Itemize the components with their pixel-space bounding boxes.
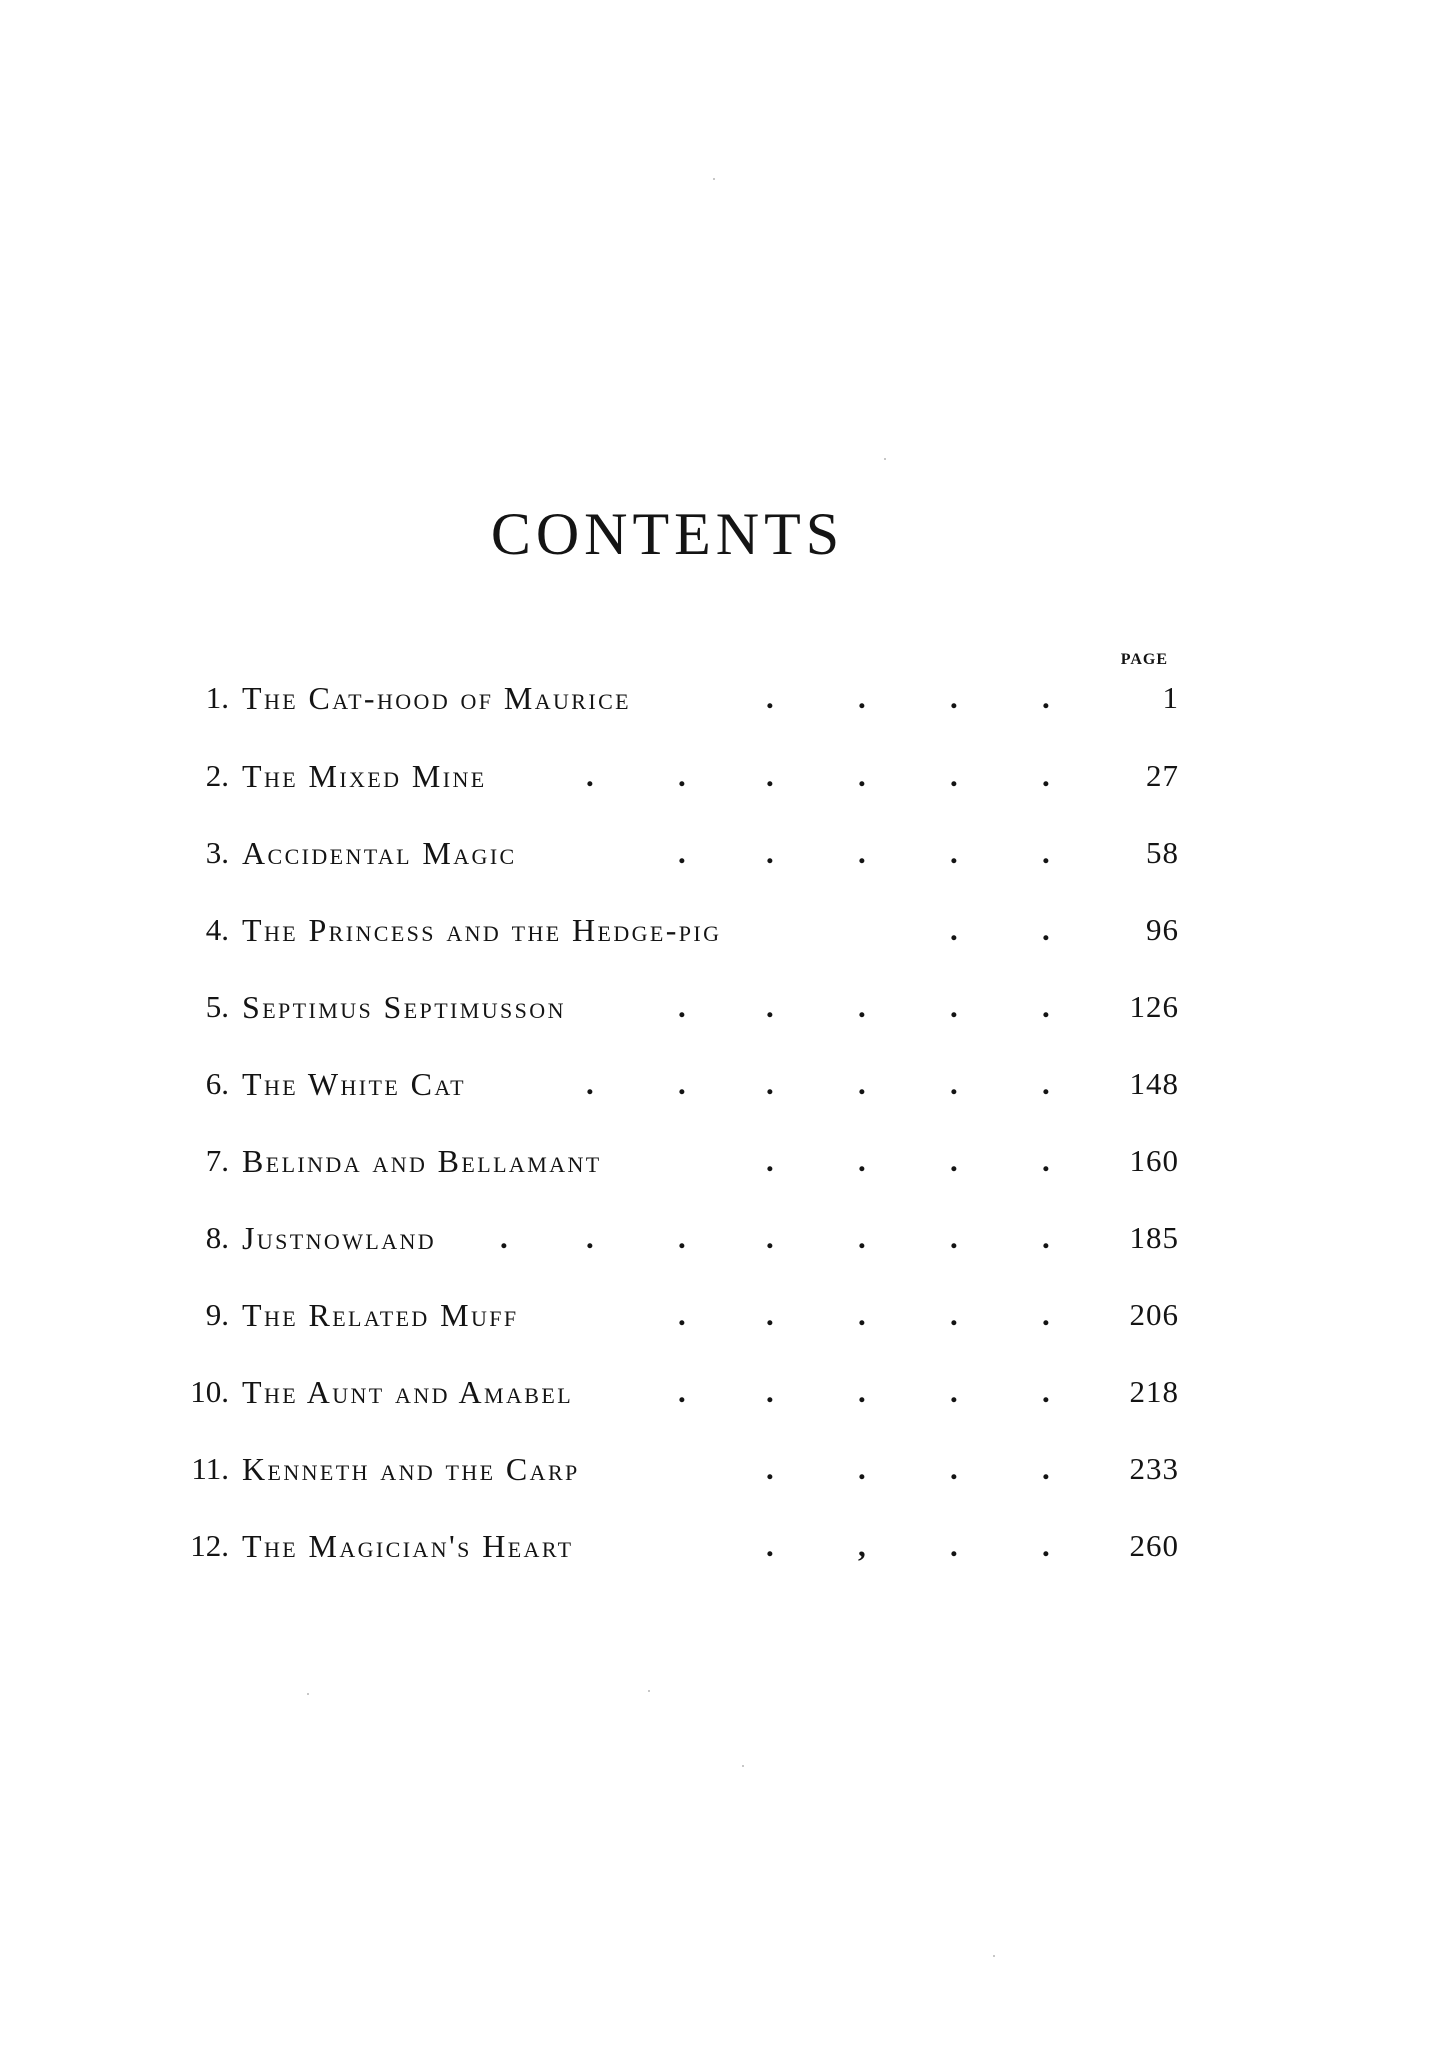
toc-entry-title: The Aunt and Amabel <box>242 1374 574 1410</box>
toc-entry-title: Belinda and Bellamant <box>242 1143 602 1179</box>
toc-entry-page: 27 <box>1146 758 1179 793</box>
dot-leader: . <box>858 1374 866 1409</box>
toc-entry-page: 1 <box>1162 680 1179 715</box>
toc-entry <box>0 1367 1431 1417</box>
dot-leader: . <box>586 1220 594 1255</box>
page-column-label: PAGE <box>1120 651 1168 668</box>
toc-entry-title: The Mixed Mine <box>242 758 487 794</box>
dot-leader: . <box>1042 758 1050 793</box>
toc-entry-title: Septimus Septimusson <box>242 989 566 1025</box>
dot-leader: . <box>1042 1143 1050 1178</box>
toc-entry <box>0 982 1431 1032</box>
dot-leader: . <box>586 1066 594 1101</box>
dot-leader: . <box>766 1143 774 1178</box>
toc-entry-title: Kenneth and the Carp <box>242 1451 580 1487</box>
dot-leader: . <box>858 1451 866 1486</box>
toc-entry-number: 8. <box>205 1220 229 1255</box>
dot-leader: . <box>766 1451 774 1486</box>
dot-leader: . <box>950 1143 958 1178</box>
dot-leader: . <box>1042 1220 1050 1255</box>
toc-entry-title: The Princess and the Hedge-pig <box>242 912 722 948</box>
dot-leader: . <box>858 989 866 1024</box>
toc-entry-page: 233 <box>1129 1451 1179 1486</box>
dot-leader: . <box>1042 1066 1050 1101</box>
dot-leader: . <box>950 1374 958 1409</box>
dot-leader: . <box>1042 835 1050 870</box>
toc-entry-number: 6. <box>205 1066 229 1101</box>
dot-leader: . <box>1042 1528 1050 1563</box>
toc-entry <box>0 673 1431 723</box>
dot-leader: . <box>678 758 686 793</box>
dot-leader: . <box>586 758 594 793</box>
dot-leader: . <box>678 835 686 870</box>
toc-entry-page: 260 <box>1129 1528 1179 1563</box>
dot-leader: . <box>766 758 774 793</box>
toc-entry <box>0 751 1431 801</box>
toc-entry-number: 7. <box>205 1143 229 1178</box>
toc-entry <box>0 1213 1431 1263</box>
dot-leader: . <box>766 680 774 715</box>
toc-entry-number: 9. <box>205 1297 229 1332</box>
dot-leader: . <box>858 835 866 870</box>
toc-entry-page: 148 <box>1129 1066 1179 1101</box>
toc-entry-page: 160 <box>1129 1143 1179 1178</box>
dot-leader: . <box>766 1220 774 1255</box>
toc-entry-number: 3. <box>205 835 229 870</box>
toc-entry-title: The Cat-hood of Maurice <box>242 680 631 716</box>
toc-entry <box>0 1290 1431 1340</box>
toc-entry-page: 96 <box>1146 912 1179 947</box>
dot-leader: . <box>500 1220 508 1255</box>
dot-leader: . <box>858 1220 866 1255</box>
dot-leader: , <box>858 1528 866 1563</box>
toc-entry-number: 11. <box>191 1451 229 1486</box>
toc-entry-title: The Related Muff <box>242 1297 519 1333</box>
toc-entry-number: 5. <box>205 989 229 1024</box>
toc-entry-title: The White Cat <box>242 1066 467 1102</box>
toc-entry <box>0 905 1431 955</box>
dot-leader: . <box>950 1220 958 1255</box>
dot-leader: . <box>950 1066 958 1101</box>
dot-leader: . <box>1042 1451 1050 1486</box>
toc-entry-title: Accidental Magic <box>242 835 517 871</box>
page-title: CONTENTS <box>490 501 845 567</box>
toc-entry-number: 4. <box>205 912 229 947</box>
dot-leader: . <box>1042 912 1050 947</box>
toc-entry-title: Justnowland <box>242 1220 437 1256</box>
dot-leader: . <box>858 1297 866 1332</box>
dot-leader: . <box>678 1297 686 1332</box>
dot-leader: . <box>766 1374 774 1409</box>
toc-entry-page: 126 <box>1129 989 1179 1024</box>
toc-entry-page: 206 <box>1129 1297 1179 1332</box>
dot-leader: . <box>950 1528 958 1563</box>
toc-entry <box>0 1136 1431 1186</box>
dot-leader: . <box>858 1143 866 1178</box>
dot-leader: . <box>678 1220 686 1255</box>
dot-leader: . <box>1042 680 1050 715</box>
dot-leader: . <box>766 989 774 1024</box>
dot-leader: . <box>950 1297 958 1332</box>
dot-leader: . <box>858 680 866 715</box>
dot-leader: . <box>950 680 958 715</box>
toc-entry <box>0 1059 1431 1109</box>
dot-leader: . <box>766 835 774 870</box>
toc-entry-number: 10. <box>190 1374 229 1409</box>
toc-entry-number: 1. <box>205 680 229 715</box>
dot-leader: . <box>950 1451 958 1486</box>
dot-leader: . <box>678 1374 686 1409</box>
dot-leader: . <box>766 1297 774 1332</box>
dot-leader: . <box>1042 989 1050 1024</box>
dot-leader: . <box>950 758 958 793</box>
dot-leader: . <box>678 989 686 1024</box>
toc-entry <box>0 828 1431 878</box>
dot-leader: . <box>950 912 958 947</box>
dot-leader: . <box>950 989 958 1024</box>
toc-entry-page: 58 <box>1146 835 1179 870</box>
toc-entry <box>0 1521 1431 1571</box>
dot-leader: . <box>1042 1297 1050 1332</box>
dot-leader: . <box>766 1066 774 1101</box>
toc-entry-number: 2. <box>205 758 229 793</box>
toc-entry-page: 218 <box>1129 1374 1179 1409</box>
dot-leader: . <box>858 758 866 793</box>
dot-leader: . <box>858 1066 866 1101</box>
toc-entry-number: 12. <box>190 1528 229 1563</box>
toc-entry-title: The Magician's Heart <box>242 1528 574 1564</box>
dot-leader: . <box>950 835 958 870</box>
toc-entry <box>0 1444 1431 1494</box>
toc-entry-page: 185 <box>1129 1220 1179 1255</box>
dot-leader: . <box>678 1066 686 1101</box>
dot-leader: . <box>766 1528 774 1563</box>
dot-leader: . <box>1042 1374 1050 1409</box>
